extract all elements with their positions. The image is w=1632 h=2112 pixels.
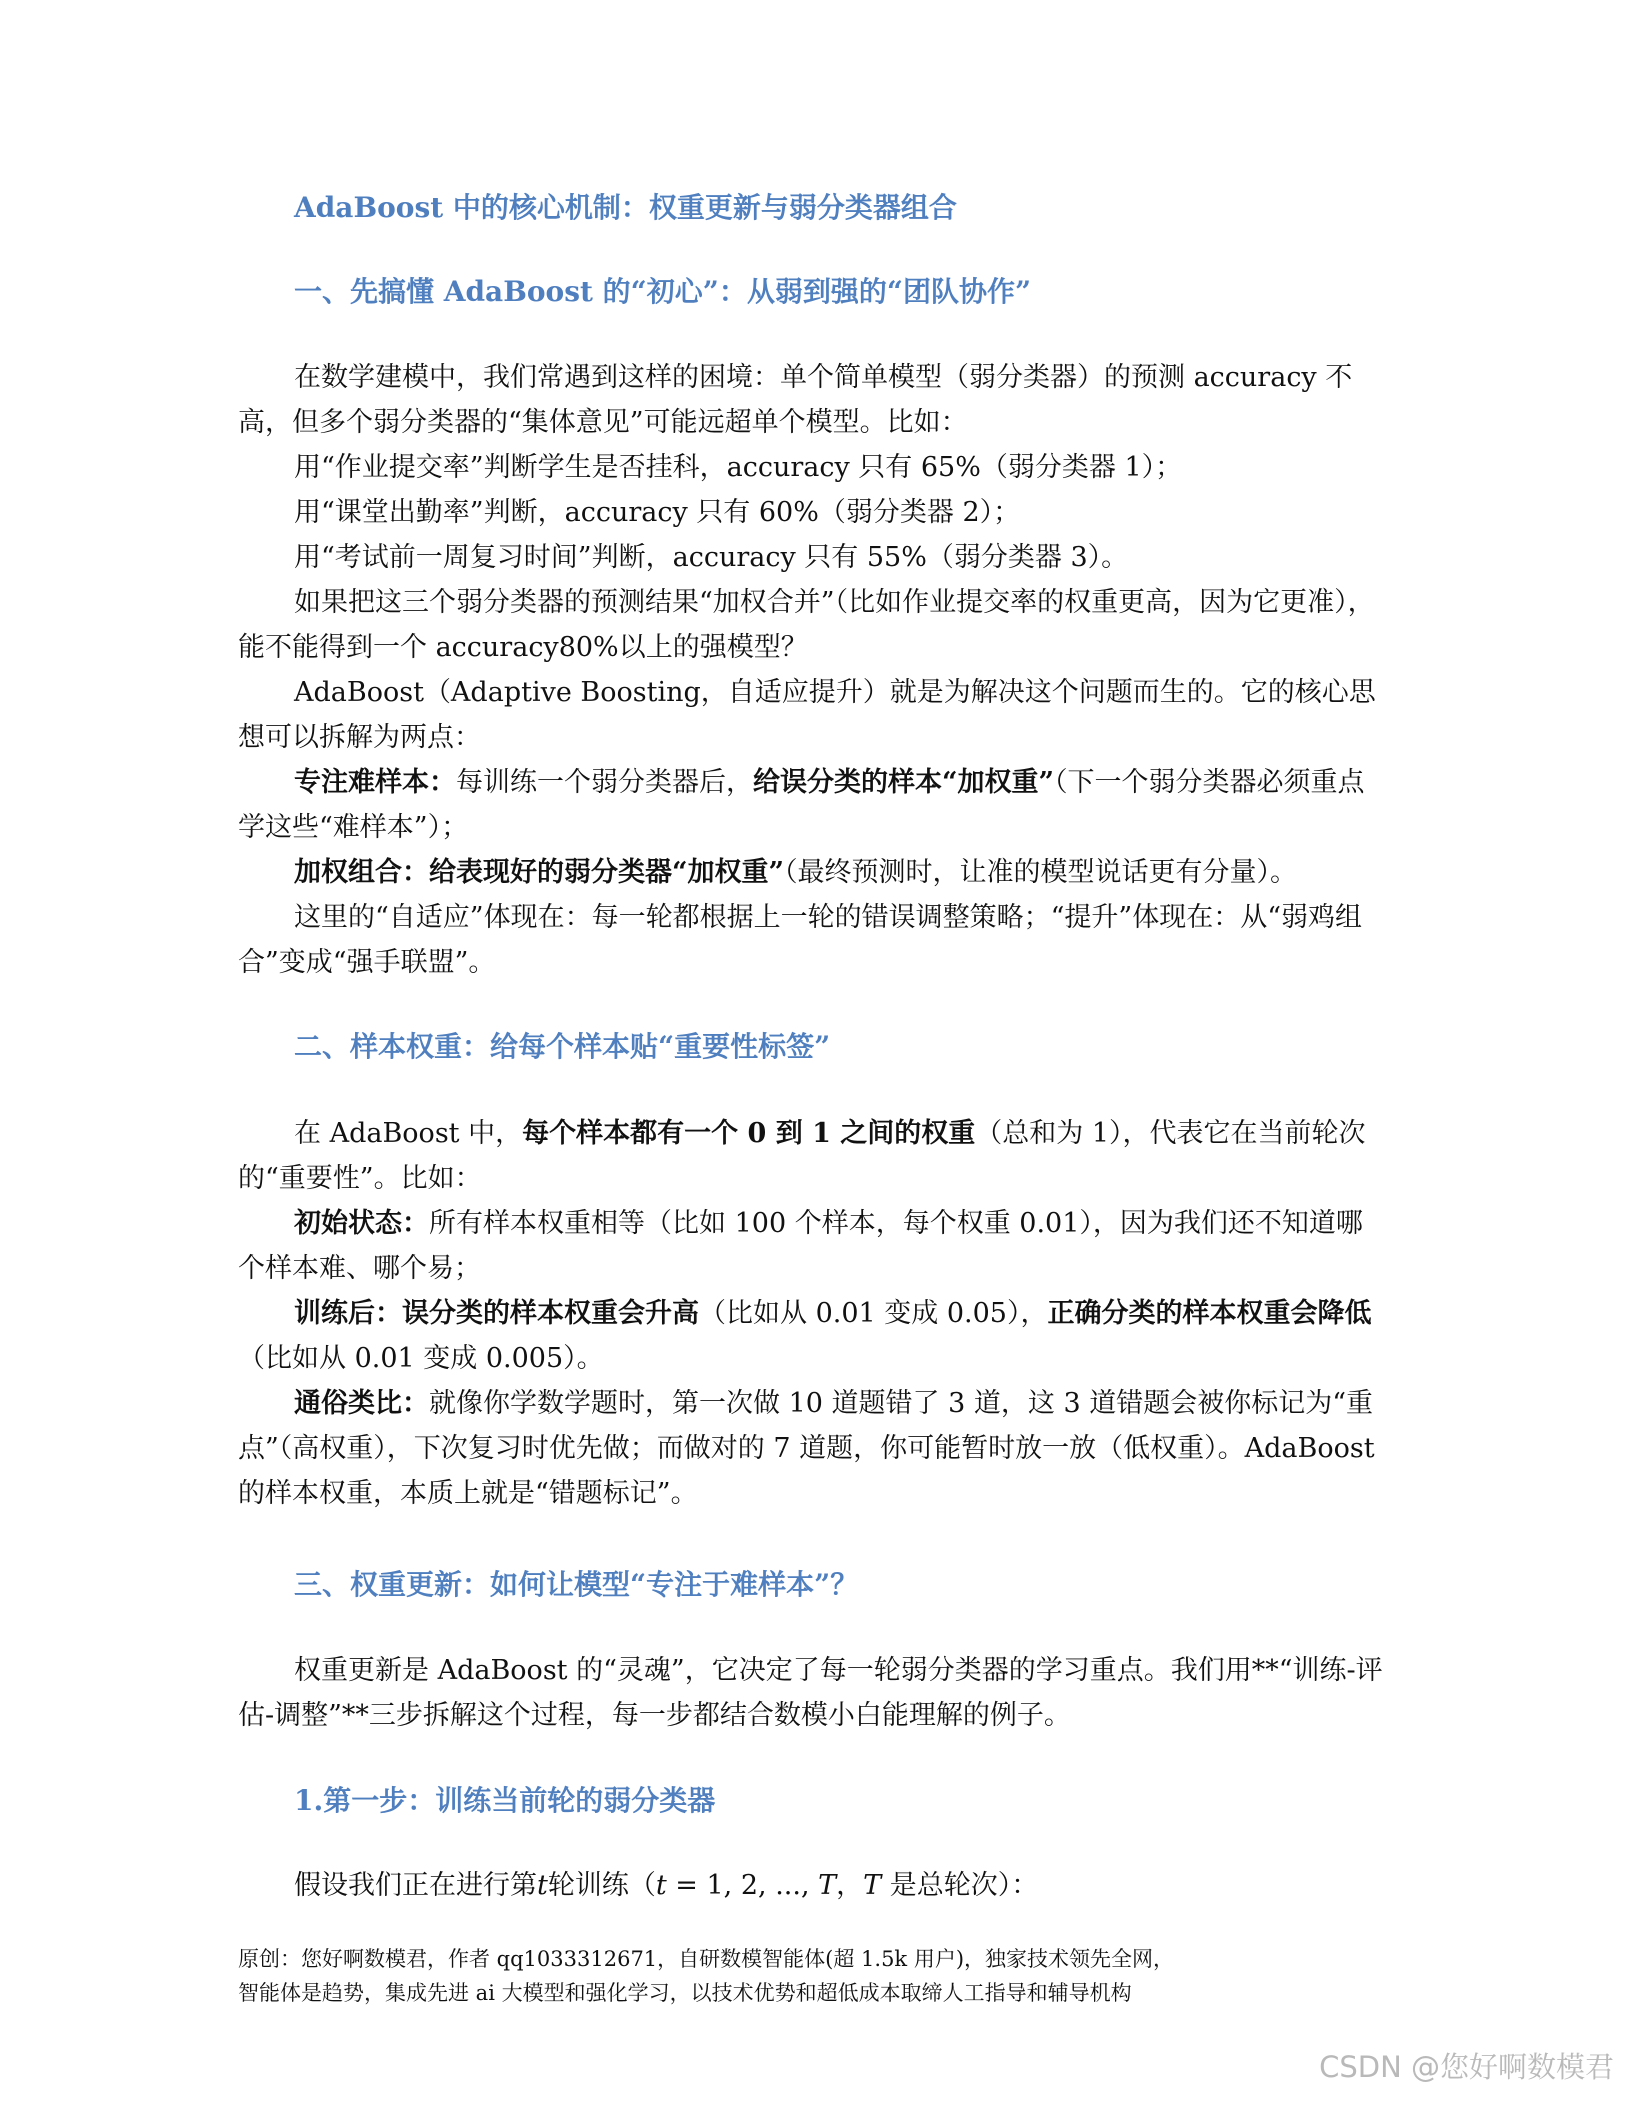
section-3-body (238, 1648, 1388, 1738)
page-footer (238, 1942, 1388, 2010)
document-title: AdaBoost 中的核心机制：权重更新与弱分类器组合 (294, 191, 957, 224)
section-1-body (238, 355, 1388, 985)
paragraph: 假设我们正在进行第t轮训练（t = 1, 2, ..., T，T 是总轮次）： (294, 1870, 1039, 1901)
section-2-heading: 二、样本权重：给每个样本贴“重要性标签” (294, 1030, 831, 1063)
paragraph: 如果把这三个弱分类器的预测结果“加权合并”（比如作业提交率的权重更高，因为它更准），能不能得到一个 accuracy80%以上的强模型？ (238, 587, 1375, 663)
formula-T: T (818, 1870, 837, 1901)
paragraph: 这里的“自适应”体现在：每一轮都根据上一轮的错误调整策略；“提升”体现在：从“弱鸡组合”变成“强手联盟”。 (238, 902, 1363, 978)
analogy-item: 通俗类比：就像你学数学题时，第一次做 10 道题错了 3 道，这 3 道错题会被你标记为“重点”（高权重），下次复习时优先做；而做对的 7 道题，你可能暂时放一放（低权重）。AdaBoost 的样本权重，本质上就是“错题标记”。 (238, 1388, 1375, 1509)
csdn-watermark: CSDN @您好啊数模君 (1319, 2050, 1614, 2084)
step-1-heading: 1.第一步：训练当前轮的弱分类器 (294, 1784, 716, 1817)
footer-line-1: 原创：您好啊数模君，作者 qq1033312671，自研数模智能体(超 1.5k 用户)，独家技术领先全网， (238, 1947, 1175, 1971)
formula-t: t (655, 1870, 667, 1901)
paragraph: 权重更新是 AdaBoost 的“灵魂”，它决定了每一轮弱分类器的学习重点。我们用**“训练-评估-调整”**三步拆解这个过程，每一步都结合数模小白能理解的例子。 (238, 1655, 1383, 1731)
initial-state-item: 初始状态：所有样本权重相等（比如 100 个样本，每个权重 0.01），因为我们还不知道哪个样本难、哪个易； (238, 1208, 1363, 1284)
core-point-1: 专注难样本：每训练一个弱分类器后，给误分类的样本“加权重”（下一个弱分类器必须重点学这些“难样本”）； (238, 767, 1365, 843)
section-3-heading: 三、权重更新：如何让模型“专注于难样本”？ (294, 1568, 859, 1601)
example-item: 用“考试前一周复习时间”判断，accuracy 只有 55%（弱分类器 3）。 (294, 542, 1129, 573)
example-item: 用“作业提交率”判断学生是否挂科，accuracy 只有 65%（弱分类器 1）； (294, 452, 1183, 483)
variable-T: T (863, 1870, 882, 1901)
step-1-body (238, 1863, 1388, 1908)
section-1-heading: 一、先搞懂 AdaBoost 的“初心”：从弱到强的“团队协作” (294, 275, 1032, 308)
paragraph: 在数学建模中，我们常遇到这样的困境：单个简单模型（弱分类器）的预测 accuracy 不高，但多个弱分类器的“集体意见”可能远超单个模型。比如： (238, 362, 1353, 438)
paragraph: 在 AdaBoost 中，每个样本都有一个 0 到 1 之间的权重（总和为 1），代表它在当前轮次的“重要性”。比如： (238, 1118, 1366, 1194)
formula-range: = 1, 2, ..., (666, 1870, 819, 1901)
paragraph: AdaBoost（Adaptive Boosting，自适应提升）就是为解决这个问题而生的。它的核心思想可以拆解为两点： (238, 677, 1376, 753)
variable-t: t (537, 1870, 548, 1901)
footer-line-2: 智能体是趋势，集成先进 ai 大模型和强化学习，以技术优势和超低成本取缔人工指导和辅导机构 (238, 1981, 1132, 2005)
core-point-2: 加权组合：给表现好的弱分类器“加权重”（最终预测时，让准的模型说话更有分量）。 (294, 857, 1298, 888)
section-2-body (238, 1111, 1388, 1516)
after-training-item: 训练后：误分类的样本权重会升高（比如从 0.01 变成 0.05），正确分类的样本权重会降低（比如从 0.01 变成 0.005）。 (238, 1298, 1372, 1374)
example-item: 用“课堂出勤率”判断，accuracy 只有 60%（弱分类器 2）； (294, 497, 1021, 528)
